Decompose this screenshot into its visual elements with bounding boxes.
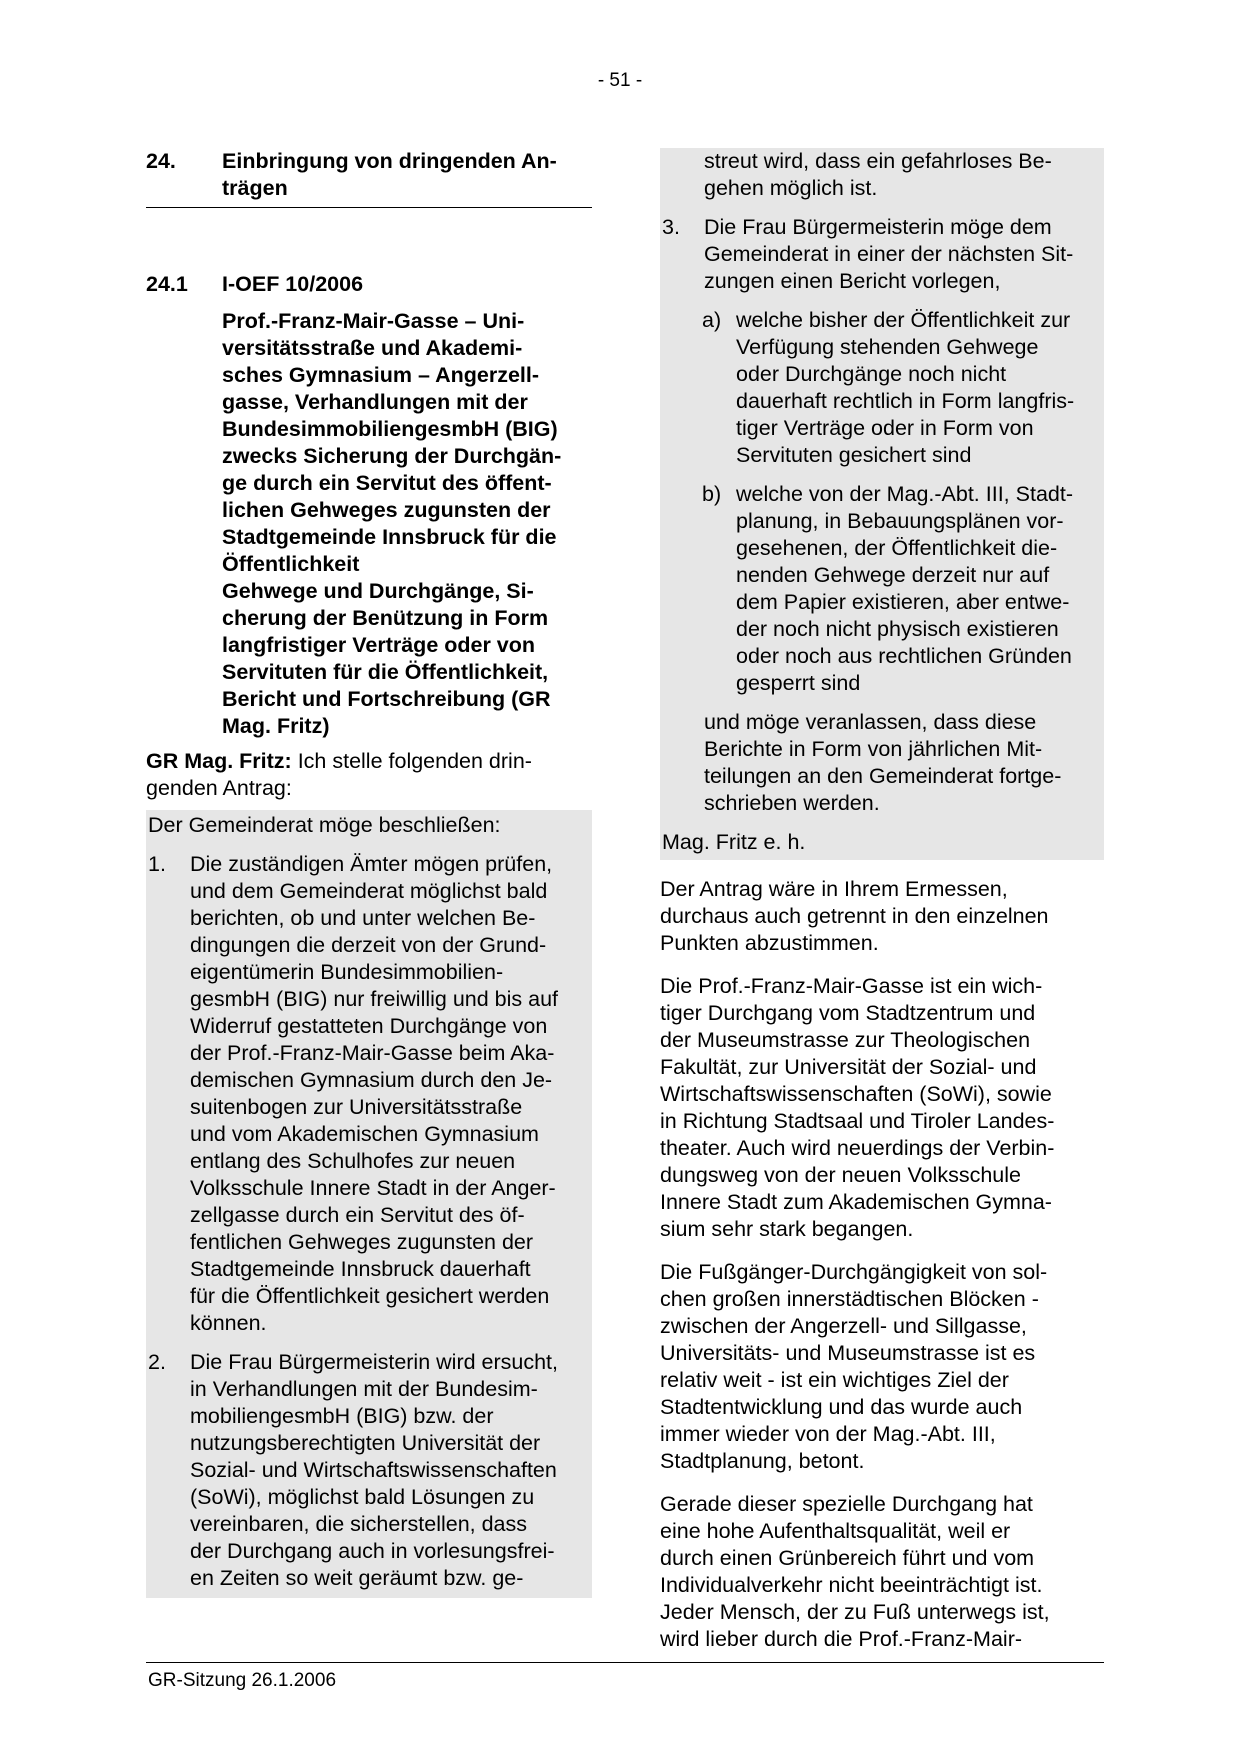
left-column	[146, 148, 592, 1598]
page-number: - 51 -	[597, 70, 643, 91]
right-column	[660, 148, 1104, 1653]
motion-box	[146, 810, 592, 1598]
section-title: Einbringung von dringenden An- trägen	[222, 149, 557, 200]
motion-item-3-closing: und möge veranlassen, dass diese Berichte in Form von jährlichen Mit- teilungen an den Gemeinderat fortge- schrieben werden.	[704, 710, 1062, 815]
paragraph-2: Die Prof.-Franz-Mair-Gasse ist ein wich- tiger Durchgang vom Stadtzentrum und der Museumstrasse zur Theologischen Fakultät, zur Universität der Sozial- und Wirtschaftswissenschaften (SoWi), sowie in Richtung Stadtsaal und Tiroler Landes- theater. Auch wird neuerdings der Verbin- dungsweg von der neuen Volksschule Innere Stadt zum Akademischen Gymna- sium sehr stark begangen.	[660, 974, 1055, 1241]
intro-paragraph: GR Mag. Fritz: Ich stelle folgenden drin- genden Antrag:	[146, 749, 532, 800]
section-heading	[146, 148, 592, 202]
motion-item-3b: b) welche von der Mag.-Abt. III, Stadt- planung, in Bebauungsplänen vor- gesehenen, der Öffentlichkeit die- nenden Gehwege derzeit nur auf dem Papier existieren, aber entwe- der noch nicht physisch existieren oder noch aus rechtlichen Gründen gesperrt sind	[702, 482, 1073, 695]
paragraph-3: Die Fußgänger-Durchgängigkeit von sol- chen großen innerstädtischen Blöcken - zwischen der Angerzell- und Sillgasse, Universitäts- und Museumstrasse ist es relativ weit - ist ein wichtiges Ziel der Stadtentwicklung und das wurde auch immer wieder von der Mag.-Abt. III, Stadtplanung, betont.	[660, 1260, 1048, 1473]
footer-text: GR-Sitzung 26.1.2006	[148, 1670, 337, 1691]
subsection-number: 24.1	[146, 272, 188, 296]
motion-item-3: 3. Die Frau Bürgermeisterin möge dem Gemeinderat in einer der nächsten Sit- zungen einen Bericht vorlegen,	[662, 215, 1074, 293]
subsection-code: I-OEF 10/2006	[222, 272, 364, 296]
paragraph-4: Gerade dieser spezielle Durchgang hat eine hohe Aufenthaltsqualität, weil er durch einen Grünbereich führt und vom Individualverkehr nicht beeinträchtigt ist. Jeder Mensch, der zu Fuß unterwegs ist, wird lieber durch die Prof.-Franz-Mair-	[660, 1492, 1050, 1651]
motion-item-2: 2. Die Frau Bürgermeisterin wird ersucht, in Verhandlungen mit der Bundesim- mobiliengesmbH (BIG) bzw. der nutzungsberechtigten Universität der Sozial- und Wirtschaftswissenschaften (SoWi), möglichst bald Lösungen zu vereinbaren, die sicherstellen, dass der Durchgang auch in vorlesungsfrei- en Zeiten so weit geräumt bzw. ge-	[148, 1350, 559, 1590]
section-number: 24.	[146, 149, 176, 173]
motion-item-3a: a) welche bisher der Öffentlichkeit zur Verfügung stehenden Gehwege oder Durchgänge noch nicht dauerhaft rechtlich in Form langfris- tiger Verträge oder in Form von Servituten gesichert sind	[702, 308, 1075, 467]
paragraph-1: Der Antrag wäre in Ihrem Ermessen, durchaus auch getrennt in den einzelnen Punkten abzustimmen.	[660, 877, 1049, 955]
motion-item-2-continued: streut wird, dass ein gefahrloses Be- gehen möglich ist.	[704, 149, 1052, 200]
subsection-title: Prof.-Franz-Mair-Gasse – Uni- versitätsstraße und Akademi- sches Gymnasium – Angerzell- gasse, Verhandlungen mit der BundesimmobiliengesmbH (BIG) zwecks Sicherung der Durchgän- ge durch ein Servitut des öffent- lichen Gehweges zugunsten der Stadtgemeinde Innsbruck für die Öffentlichkeit Gehwege und Durchgänge, Si- cherung der Benützung in Form langfristiger Verträge oder von Servituten für die Öffentlichkeit, Bericht und Fortschreibung (GR Mag. Fritz)	[222, 309, 562, 738]
speaker-name: GR Mag. Fritz:	[146, 749, 292, 773]
subsection-heading	[146, 271, 592, 298]
motion-item-1: 1. Die zuständigen Ämter mögen prüfen, und dem Gemeinderat möglichst bald berichten, ob und unter welchen Be- dingungen die derzeit von der Grund- eigentümerin Bundesimmobilien- gesmbH (BIG) nur freiwillig und bis auf Widerruf gestatteten Durchgänge von der Prof.-Franz-Mair-Gasse beim Aka- demischen Gymnasium durch den Je- suitenbogen zur Universitätsstraße und vom Akademischen Gymnasium entlang des Schulhofes zur neuen Volksschule Innere Stadt in der Anger- zellgasse durch ein Servitut des öf- fentlichen Gehweges zugunsten der Stadtgemeinde Innsbruck dauerhaft für die Öffentlichkeit gesichert werden können.	[148, 852, 559, 1335]
footer-rule	[146, 1662, 1104, 1663]
motion-box-continued	[660, 148, 1104, 860]
section-rule	[146, 207, 592, 208]
motion-heading: Der Gemeinderat möge beschließen:	[148, 813, 501, 837]
signature: Mag. Fritz e. h.	[662, 830, 806, 854]
